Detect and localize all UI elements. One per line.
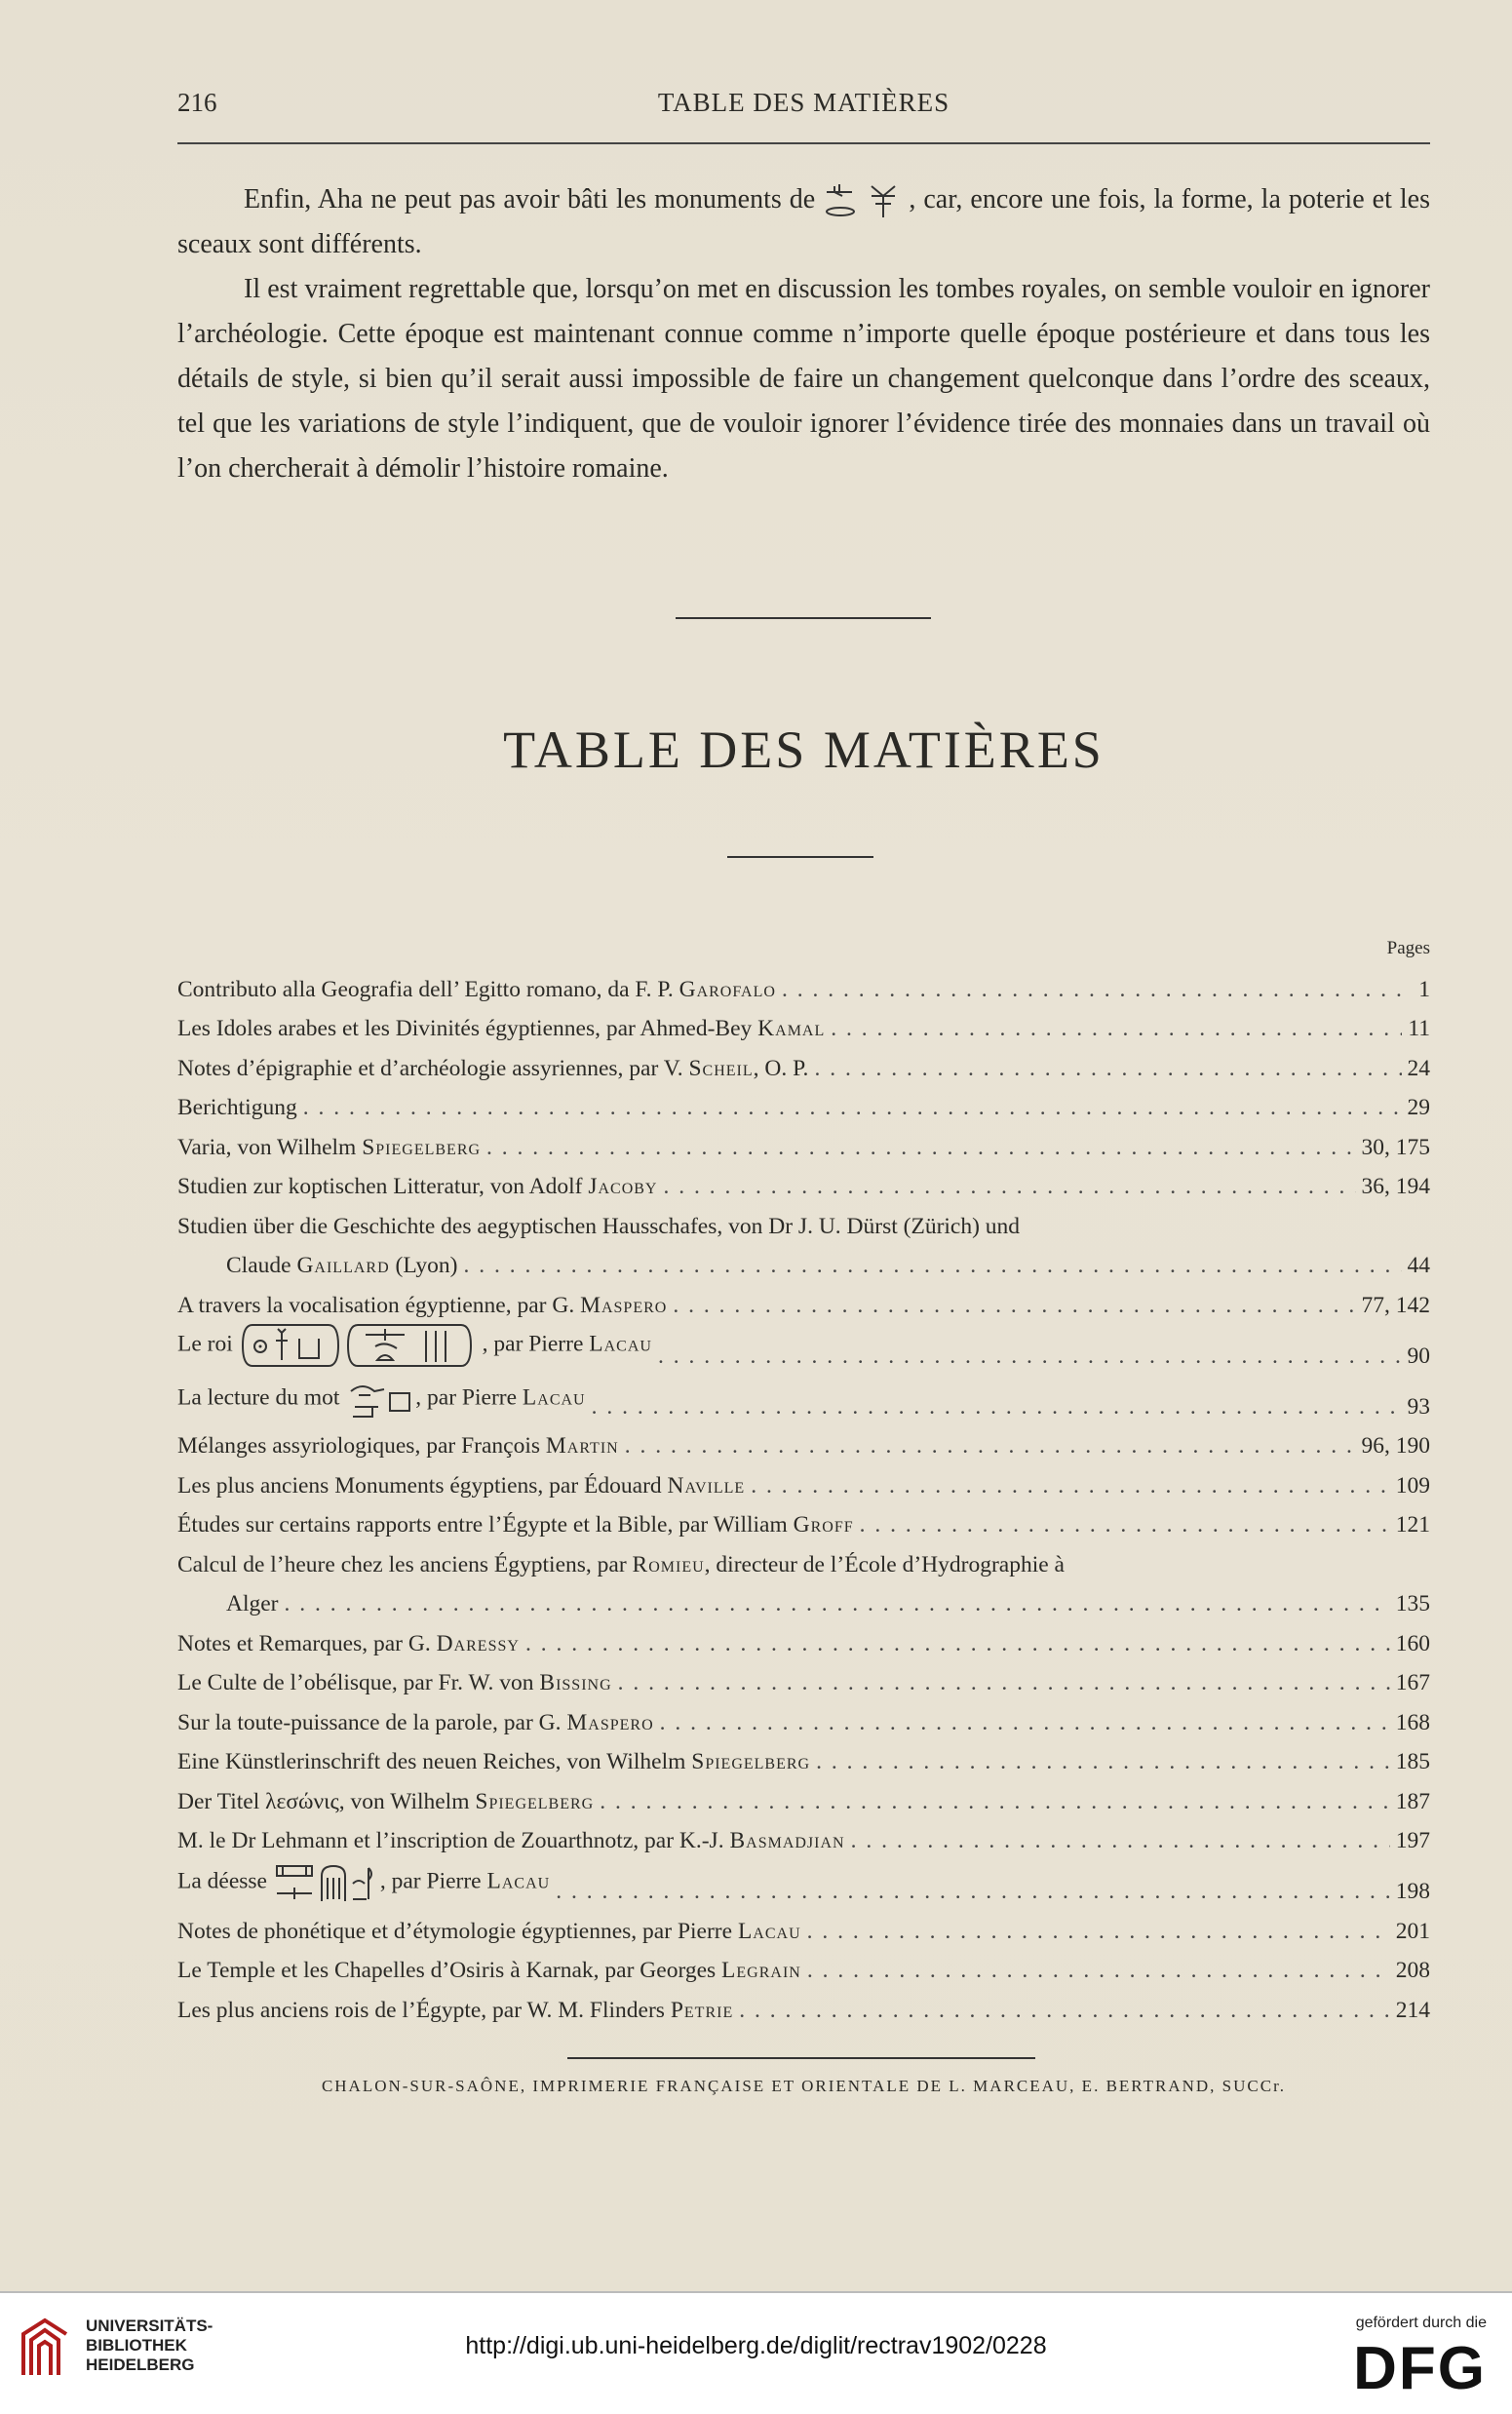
entry-author: Kamal — [757, 1016, 826, 1041]
toc-entry[interactable] — [177, 1421, 1430, 1460]
entry-title: Alger — [226, 1591, 279, 1616]
entry-page: 121 — [1395, 1512, 1430, 1538]
entry-title: Le Temple et les Chapelles d’Osiris à Karnak, par Georges — [177, 1958, 722, 1983]
toc-entry[interactable] — [177, 1775, 1430, 1815]
entry-title: A travers la vocalisation égyptienne, par G. — [177, 1292, 581, 1318]
leader-dots — [285, 1591, 1390, 1617]
entry-page: 135 — [1395, 1591, 1430, 1616]
entry-title: Notes et Remarques, par G. — [177, 1630, 437, 1656]
entry-author: Maspero — [580, 1292, 668, 1318]
leader-dots — [463, 1253, 1401, 1279]
paragraph-1-end: , car, encore une fois, la forme, la poterie et les sceaux sont différents. — [177, 184, 1431, 259]
library-name-line: HEIDELBERG — [86, 2356, 195, 2374]
entry-author: Martin — [545, 1433, 619, 1459]
entry-title: Le roi — [177, 1330, 233, 1356]
entry-title: Les plus anciens Monuments égyptiens, par Édouard — [177, 1472, 668, 1499]
paragraph-1-start: Enfin, Aha ne peut pas avoir bâti les monuments de — [244, 184, 816, 214]
paragraph-1 — [177, 177, 1430, 267]
permalink-url[interactable]: http://digi.ub.uni-heidelberg.de/diglit/rectrav1902/0228 — [465, 2332, 1047, 2359]
toc-entry[interactable] — [177, 1736, 1430, 1776]
entry-page: 109 — [1395, 1472, 1430, 1499]
entry-page: 214 — [1395, 1997, 1430, 2023]
leader-dots — [807, 1958, 1390, 1984]
entry-suffix: (Lyon) — [389, 1253, 458, 1278]
entry-title: Contributo alla Geografia dell’ Egitto romano, da F. P. — [177, 976, 679, 1002]
running-title: TABLE DES MATIÈRES — [657, 88, 950, 117]
entry-page: 187 — [1395, 1788, 1430, 1814]
entry-page: 11 — [1408, 1016, 1430, 1041]
entry-author: Scheil — [688, 1055, 754, 1081]
entry-title: Berichtigung — [177, 1095, 297, 1120]
paragraph-2: Il est vraiment regrettable que, lorsqu’on met en discussion les tombes royales, on semble vouloir en ignorer l’archéologie. Cette époque est maintenant connue comme n’importe quelle époque postérieure et dans tous les détails de style, si bien qu’il serait aussi impossible de faire un changement quelconque dans l’ordre des sceaux, tel que les variations de style l’indiquent, que de vouloir ignorer l’évidence tirée des monnaies dans un travail où l’on chercherait à démolir l’histoire romaine. — [177, 274, 1430, 484]
toc-entry[interactable] — [177, 1905, 1430, 1945]
entry-page: 167 — [1395, 1670, 1430, 1695]
section-separator — [676, 617, 931, 619]
entry-author: Spiegelberg — [362, 1134, 482, 1160]
hieroglyph-name-icon — [823, 182, 901, 221]
entry-author: Daressy — [436, 1630, 520, 1656]
entry-title: Claude — [226, 1253, 297, 1278]
toc-entry[interactable] — [177, 1815, 1430, 1855]
entry-title: Études sur certains rapports entre l’Égypte et la Bible, par William — [177, 1512, 794, 1538]
entry-by: , par Pierre — [379, 1868, 487, 1894]
entry-author: Lacau — [737, 1918, 801, 1944]
title-separator — [727, 856, 873, 858]
header-rule — [177, 142, 1430, 144]
entry-author: Jacoby — [588, 1174, 658, 1199]
entry-author: Romieu — [632, 1551, 705, 1577]
entry-page: 96, 190 — [1361, 1433, 1430, 1459]
table-of-contents — [177, 963, 1430, 2024]
entry-page: 198 — [1395, 1879, 1430, 1904]
toc-entry[interactable] — [177, 1082, 1430, 1122]
entry-page: 77, 142 — [1361, 1292, 1430, 1318]
entry-title: Der Titel λεσώνις, von Wilhelm — [177, 1788, 476, 1814]
entry-page: 30, 175 — [1361, 1134, 1430, 1160]
toc-entry[interactable] — [177, 1460, 1430, 1499]
footer-rule — [567, 2057, 1035, 2059]
toc-entry-continued[interactable] — [177, 1578, 1430, 1618]
toc-entry[interactable] — [177, 1984, 1430, 2024]
entry-author: Petrie — [670, 1997, 734, 2023]
leader-dots — [303, 1095, 1402, 1121]
toc-entry[interactable] — [177, 1696, 1430, 1736]
entry-page: 24 — [1407, 1055, 1430, 1081]
entry-page: 36, 194 — [1361, 1174, 1430, 1199]
entry-author: Spiegelberg — [691, 1749, 811, 1774]
entry-page: 185 — [1395, 1749, 1430, 1774]
toc-entry[interactable] — [177, 1617, 1430, 1657]
leader-dots — [663, 1174, 1355, 1200]
toc-entry[interactable] — [177, 1200, 1430, 1240]
entry-page: 29 — [1407, 1095, 1430, 1120]
entry-author: Garofalo — [678, 976, 776, 1002]
toc-entry[interactable] — [177, 1003, 1430, 1043]
entry-title: Notes d’épigraphie et d’archéologie assyriennes, par V. — [177, 1055, 689, 1081]
toc-title: TABLE DES MATIÈRES — [503, 720, 1105, 779]
leader-dots — [739, 1998, 1390, 2024]
entry-page: 160 — [1395, 1630, 1430, 1656]
library-name-line: UNIVERSITÄTS- — [86, 2317, 213, 2335]
entry-title: Les Idoles arabes et les Divinités égyptiennes, par Ahmed-Bey — [177, 1016, 758, 1041]
entry-author: Naville — [667, 1472, 746, 1499]
cartouche-hieroglyph-icon — [239, 1321, 483, 1370]
entry-author: Maspero — [566, 1709, 654, 1735]
entry-author: Lacau — [486, 1868, 551, 1894]
entry-title: Le Culte de l’obélisque, par Fr. W. von — [177, 1670, 540, 1695]
toc-entry[interactable] — [177, 1121, 1430, 1161]
entry-title: Varia, von Wilhelm — [177, 1134, 363, 1160]
entry-title: Mélanges assyriologiques, par François — [177, 1433, 546, 1459]
entry-by: , par Pierre — [415, 1383, 523, 1410]
entry-title: Les plus anciens rois de l’Égypte, par W. M. Flinders — [177, 1997, 671, 2023]
leader-dots — [556, 1879, 1390, 1905]
leader-dots — [625, 1433, 1356, 1460]
entry-page: 197 — [1395, 1828, 1430, 1853]
entry-title: La déesse — [177, 1868, 267, 1894]
entry-author: Bissing — [539, 1670, 612, 1695]
leader-dots — [814, 1056, 1401, 1082]
word-hieroglyph-icon — [345, 1378, 415, 1421]
dfg-logo: DFG — [1353, 2335, 1487, 2402]
toc-entry[interactable] — [177, 1657, 1430, 1697]
entry-title: La lecture du mot — [177, 1383, 340, 1410]
entry-author: Basmadjian — [729, 1828, 845, 1853]
toc-entry[interactable] — [177, 1161, 1430, 1201]
leader-dots — [592, 1394, 1402, 1421]
body-text — [177, 177, 1430, 491]
toc-entry[interactable] — [177, 1538, 1430, 1578]
toc-entry-continued[interactable] — [177, 1240, 1430, 1280]
leader-dots — [816, 1749, 1390, 1775]
entry-page: 90 — [1407, 1343, 1430, 1369]
leader-dots — [673, 1293, 1355, 1319]
entry-author: Legrain — [721, 1958, 801, 1983]
entry-author: Groff — [793, 1512, 854, 1538]
toc-entry[interactable] — [177, 1319, 1430, 1370]
page-header — [177, 88, 1430, 127]
leader-dots — [860, 1512, 1390, 1538]
entry-title: Notes de phonétique et d’étymologie égyptiennes, par Pierre — [177, 1918, 738, 1944]
goddess-name-hieroglyph-icon — [273, 1860, 380, 1905]
entry-title: Studien über die Geschichte des aegyptischen Hausschafes, von Dr J. U. Dürst (Zürich) und — [177, 1213, 1021, 1239]
entry-title: M. le Dr Lehmann et l’inscription de Zouarthnotz, par K.-J. — [177, 1828, 730, 1853]
entry-author: Lacau — [522, 1383, 586, 1410]
toc-entry[interactable] — [177, 963, 1430, 1003]
page-number: 216 — [177, 88, 217, 117]
entry-page: 168 — [1395, 1709, 1430, 1735]
leader-dots — [600, 1789, 1390, 1815]
leader-dots — [782, 977, 1413, 1003]
entry-title: Calcul de l’heure chez les anciens Égyptiens, par — [177, 1551, 633, 1577]
leader-dots — [807, 1919, 1390, 1945]
toc-entry[interactable] — [177, 1499, 1430, 1539]
entry-author: Lacau — [589, 1330, 652, 1356]
leader-dots — [751, 1473, 1390, 1499]
entry-title: Studien zur koptischen Litteratur, von Adolf — [177, 1174, 589, 1199]
funding-label: gefördert durch die — [1355, 2315, 1487, 2331]
entry-author: Gaillard — [296, 1253, 390, 1278]
toc-entry[interactable] — [177, 1370, 1430, 1421]
printer-imprint: CHALON-SUR-SAÔNE, IMPRIMERIE FRANÇAISE ET ORIENTALE DE L. MARCEAU, E. BERTRAND, SUCCr. — [321, 2077, 1287, 2095]
leader-dots — [658, 1343, 1402, 1370]
digitization-footer — [0, 2291, 1512, 2414]
toc-entry[interactable] — [177, 1042, 1430, 1082]
entry-suffix: , directeur de l’École d’Hydrographie à — [704, 1551, 1065, 1577]
entry-page: 208 — [1395, 1958, 1430, 1983]
entry-author: Spiegelberg — [475, 1788, 595, 1814]
entry-title: Sur la toute-puissance de la parole, par G. — [177, 1709, 567, 1735]
entry-page: 201 — [1395, 1918, 1430, 1944]
entry-page: 1 — [1418, 976, 1430, 1002]
entry-suffix: , O. P. — [753, 1055, 809, 1081]
toc-entry[interactable] — [177, 1279, 1430, 1319]
leader-dots — [618, 1670, 1390, 1696]
entry-title: Eine Künstlerinschrift des neuen Reiches, von Wilhelm — [177, 1749, 692, 1774]
leader-dots — [525, 1631, 1390, 1657]
leader-dots — [486, 1135, 1355, 1161]
entry-by: , par Pierre — [482, 1330, 590, 1356]
entry-page: 44 — [1407, 1253, 1430, 1278]
pages-column-label: Pages — [1386, 938, 1430, 958]
toc-entry[interactable] — [177, 1945, 1430, 1985]
toc-entry[interactable] — [177, 1854, 1430, 1905]
library-name-line: BIBLIOTHEK — [86, 2336, 187, 2355]
entry-page: 93 — [1407, 1393, 1430, 1420]
leader-dots — [831, 1016, 1402, 1042]
leader-dots — [660, 1710, 1390, 1736]
leader-dots — [851, 1828, 1390, 1854]
